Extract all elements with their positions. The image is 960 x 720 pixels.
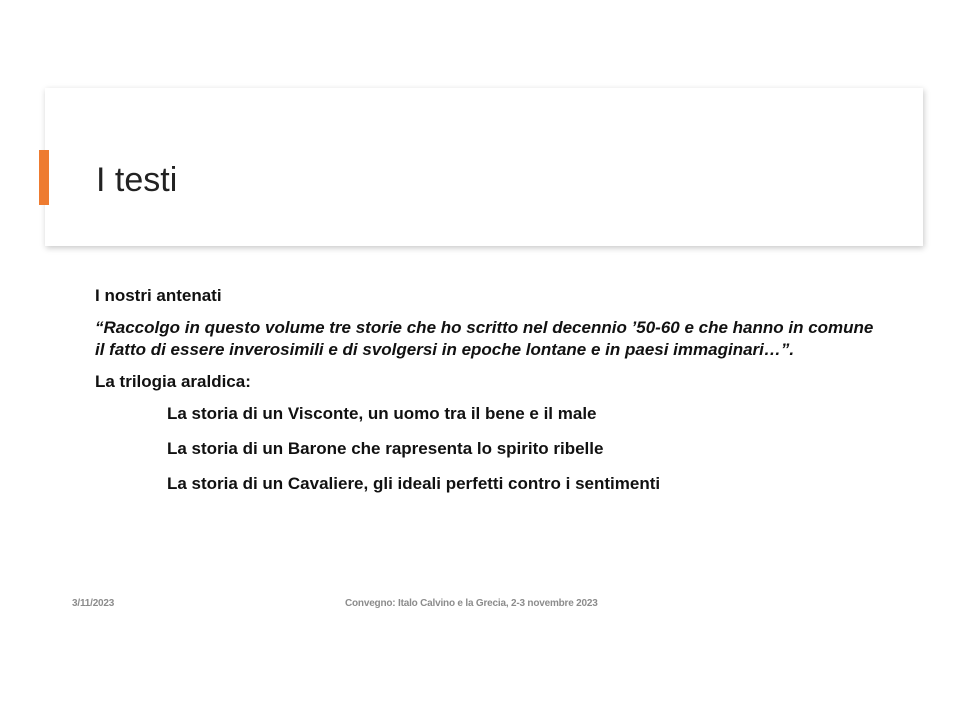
trilogy-item-barone: La storia di un Barone che rapresenta lo spirito ribelle bbox=[167, 439, 604, 458]
slide-title: I testi bbox=[96, 161, 178, 199]
content-subtitle: I nostri antenati bbox=[95, 286, 222, 305]
footer-date: 3/11/2023 bbox=[72, 598, 115, 609]
title-accent-bar bbox=[39, 150, 49, 205]
slide-content bbox=[95, 284, 885, 507]
trilogy-item-cavaliere: La storia di un Cavaliere, gli ideali perfetti contro i sentimenti bbox=[167, 474, 661, 493]
trilogy-item-visconte: La storia di un Visconte, un uomo tra il bene e il male bbox=[167, 404, 597, 423]
trilogy-label: La trilogia araldica: bbox=[95, 372, 251, 391]
calvino-quote: “Raccolgo in questo volume tre storie che ho scritto nel decennio ’50-60 e che hanno in comune il fatto di essere inverosimili e di svolgersi in epoche lontane e in paesi immaginari…”. bbox=[95, 318, 874, 359]
trilogy-list bbox=[95, 402, 885, 496]
footer-event: Convegno: Italo Calvino e la Grecia, 2-3 novembre 2023 bbox=[345, 598, 598, 609]
